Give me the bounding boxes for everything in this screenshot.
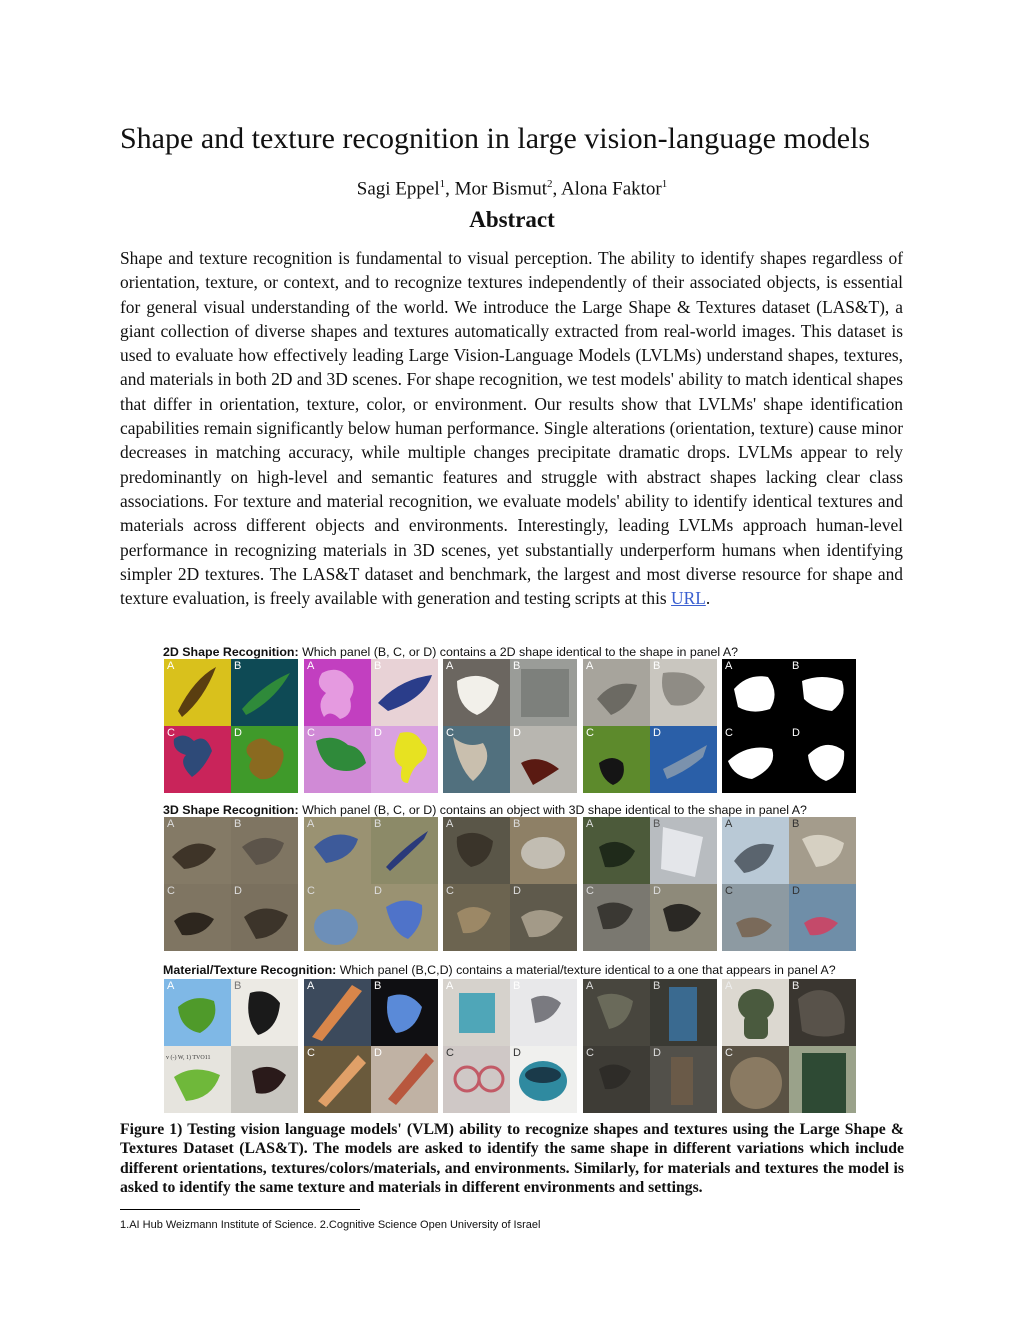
author-affiliation: 2	[546, 178, 553, 190]
panel-letter-c: C	[586, 727, 594, 739]
panel-letter-c: C	[725, 1047, 733, 1059]
panel-letter-a: A	[725, 980, 733, 992]
panel-letter-d: D	[513, 1047, 521, 1059]
panel-letter-b: B	[653, 660, 661, 672]
figure-row-label	[163, 962, 883, 978]
panel-letter-c: C	[307, 727, 315, 739]
panel-letter-b: B	[374, 660, 382, 672]
panel-letter-a: A	[586, 818, 594, 830]
panel-letter-c: C	[586, 885, 594, 897]
panel-letter-b: B	[234, 980, 242, 992]
panel-letter-a: A	[725, 818, 733, 830]
figure-caption: Figure 1) Testing vision language models' (VLM) ability to recognize shapes and textures using the Large Shape & Textures Dataset (LAS&T). The models are asked to identify the same shape in different variations which include different orientations, textures/colors/materials, and environments. Similarly, for materials and textures the model is asked to identify the same texture and materials in different environments and settings.	[120, 1121, 904, 1197]
figure-panel-tex-2	[304, 979, 438, 1113]
figure-panel-3d-4	[583, 817, 717, 951]
figure-panel-3d-1	[164, 817, 298, 951]
panel-letter-a: A	[307, 660, 315, 672]
panel-letter-b: B	[792, 818, 800, 830]
panel-letter-b: B	[653, 980, 661, 992]
inset-text: v (-) W, 1) TVO11	[166, 1055, 211, 1061]
panel-letter-c: C	[725, 885, 733, 897]
panel-letter-d: D	[234, 727, 242, 739]
figure-panel-tex-4	[583, 979, 717, 1113]
figure-row-label	[163, 644, 883, 660]
panel-letter-a: A	[446, 660, 454, 672]
panel-letter-b: B	[653, 818, 661, 830]
panel-letter-b: B	[513, 980, 521, 992]
panel-letter-c: C	[446, 727, 454, 739]
figure-panel-tex-1	[164, 979, 298, 1113]
panel-letter-a: A	[586, 980, 594, 992]
row-question: Which panel (B,C,D) contains a material/texture identical to a one that appears in panel A?	[339, 963, 836, 977]
abstract-heading: Abstract	[469, 207, 555, 232]
panel-letter-c: C	[167, 885, 175, 897]
panel-letter-a: A	[167, 980, 175, 992]
panel-letter-a: A	[725, 660, 733, 672]
figure-panel-tex-3	[443, 979, 577, 1113]
panel-letter-d: D	[234, 885, 242, 897]
panel-letter-c: C	[446, 885, 454, 897]
author-affiliation: 1	[661, 178, 668, 190]
panel-letter-b: B	[513, 818, 521, 830]
row-title: Material/Texture Recognition:	[163, 963, 337, 977]
figure-panel-2d-4	[583, 659, 717, 793]
row-question: Which panel (B, C, or D) contains an object with 3D shape identical to the shape in panel A?	[302, 803, 807, 817]
panel-letter-d: D	[374, 727, 382, 739]
panel-letter-b: B	[792, 980, 800, 992]
panel-letter-d: D	[374, 885, 382, 897]
panel-letter-b: B	[234, 818, 242, 830]
panel-letter-d: D	[653, 727, 661, 739]
footnote-text: AI Hub Weizmann Institute of Science. 2.Cognitive Science Open University of Israel	[129, 1219, 541, 1231]
panel-letter-c: C	[307, 885, 315, 897]
figure-panel-2d-3	[443, 659, 577, 793]
figure-panel-2d-2	[304, 659, 438, 793]
panel-letter-b: B	[374, 818, 382, 830]
panel-letter-c: C	[725, 727, 733, 739]
author-affiliation: 1	[439, 178, 446, 190]
panel-letter-a: A	[307, 980, 315, 992]
panel-letter-d: D	[374, 1047, 382, 1059]
figure-panel-2d-5	[722, 659, 856, 793]
panel-letter-a: A	[167, 818, 175, 830]
panel-letter-d: D	[513, 727, 521, 739]
figure-panel-3d-5	[722, 817, 856, 951]
panel-letter-c: C	[446, 1047, 454, 1059]
figure-row-label	[163, 802, 883, 818]
row-question: Which panel (B, C, or D) contains a 2D shape identical to the shape in panel A?	[302, 645, 739, 659]
panel-letter-b: B	[513, 660, 521, 672]
panel-letter-a: A	[446, 818, 454, 830]
panel-letter-c: C	[307, 1047, 315, 1059]
panel-letter-b: B	[792, 660, 800, 672]
abstract-body	[120, 246, 903, 610]
panel-letter-a: A	[167, 660, 175, 672]
row-title: 2D Shape Recognition:	[163, 645, 299, 659]
panel-letter-a: A	[446, 980, 454, 992]
figure-panel-2d-1	[164, 659, 298, 793]
paper-title: Shape and texture recognition in large vision-language models	[120, 122, 871, 155]
figure-panel-3d-2	[304, 817, 438, 951]
panel-letter-b: B	[234, 660, 242, 672]
author-list: Sagi Eppel$^1$, Mor Bismut$^2$, Alona Faktor$^1$	[356, 178, 668, 200]
panel-letter-d: D	[653, 885, 661, 897]
panel-letter-a: A	[307, 818, 315, 830]
panel-letter-c: C	[586, 1047, 594, 1059]
figure-panel-3d-3	[443, 817, 577, 951]
panel-letter-c: C	[167, 727, 175, 739]
author-name: Mor Bismut	[454, 178, 547, 200]
figure-panel-tex-5	[722, 979, 856, 1113]
footnote-divider	[120, 1209, 360, 1210]
panel-letter-d: D	[792, 727, 800, 739]
abstract-text: Shape and texture recognition is fundamental to visual perception. The ability to identify shapes regardless of orientation, texture, or context, and to recognize textures independently of their associated objects, is essential for general visual understanding of the world. We introduce the Large Shape & Textures dataset (LAS&T), a giant collection of diverse shapes and textures automatically extracted from real-world images. This dataset is used to evaluate how effectively leading Large Vision-Language Models (LVLMs) understand shapes, textures, and materials in both 2D and 3D scenes. For shape recognition, we test models' ability to match identical shapes that differ in orientation, texture, color, or environment. Our results show that LVLMs' shape identification capabilities remain significantly below human performance. Single alterations (orientation, texture) cause minor decreases in matching accuracy, while multiple changes precipitate dramatic drops. LVLMs appear to rely predominantly on high-level and semantic features and struggle with abstract shapes lacking clear class associations. For texture and material recognition, we evaluate models' ability to identify identical textures and materials across different objects and environments. Interestingly, leading LVLMs approach human-level performance in recognizing materials in 3D scenes, yet substantially underperform humans when identifying simpler 2D textures. The LAS&T dataset and benchmark, the largest and most diverse resource for shape and texture evaluation, is freely available with generation and testing scripts at this	[120, 248, 903, 609]
panel-letter-a: A	[586, 660, 594, 672]
panel-letter-b: B	[374, 980, 382, 992]
panel-letter-d: D	[513, 885, 521, 897]
panel-letter-d: D	[792, 885, 800, 897]
footnote	[120, 1218, 820, 1233]
abstract-end: .	[705, 588, 711, 609]
author-name: Alona Faktor	[560, 178, 662, 200]
panel-letter-d: D	[653, 1047, 661, 1059]
row-title: 3D Shape Recognition:	[163, 803, 299, 817]
footnote-marker: 1.	[120, 1219, 130, 1231]
author-name: Sagi Eppel	[356, 178, 440, 200]
dataset-url-link[interactable]: URL	[671, 588, 706, 609]
